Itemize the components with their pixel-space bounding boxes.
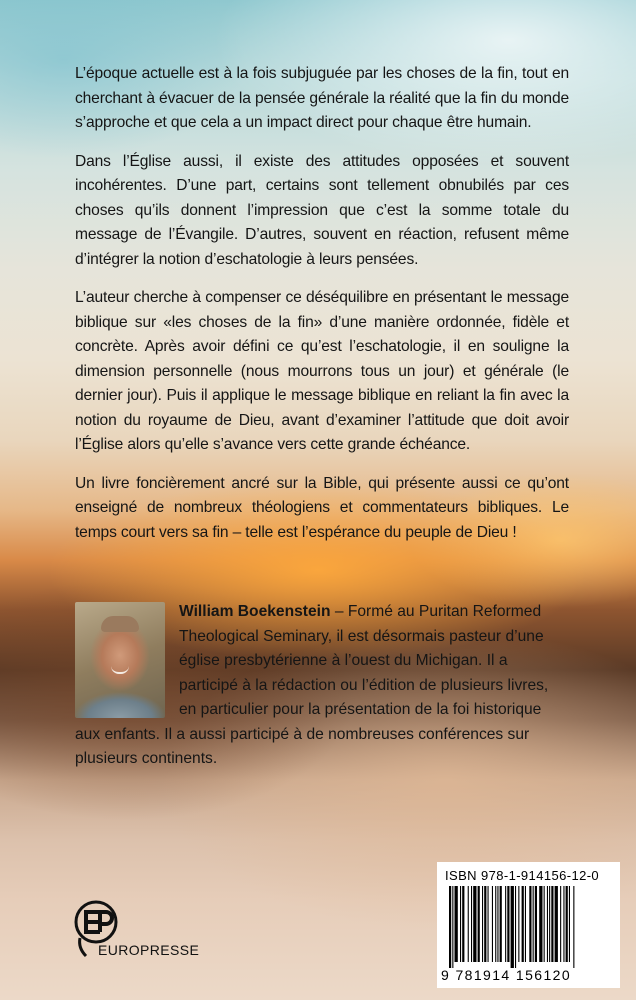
publisher-logo xyxy=(72,900,212,970)
barcode-bar xyxy=(573,886,574,968)
barcode-bar xyxy=(529,886,531,962)
barcode-bar xyxy=(505,886,506,962)
barcode-bar xyxy=(497,886,498,962)
barcode-bar xyxy=(468,886,469,962)
barcode-bar xyxy=(533,886,534,962)
barcode-bar xyxy=(511,886,514,968)
barcode-bar xyxy=(566,886,568,962)
barcode-bar xyxy=(551,886,553,962)
barcode-bar xyxy=(569,886,570,962)
barcode-bar xyxy=(492,886,493,962)
barcode-bar xyxy=(449,886,451,968)
barcode-bar xyxy=(495,886,496,962)
isbn-label: ISBN 978-1-914156-12-0 xyxy=(445,868,600,883)
barcode-bar xyxy=(507,886,509,962)
barcode-bar xyxy=(539,886,542,962)
publisher-name: EUROPRESSE xyxy=(98,942,200,958)
author-name: William Boekenstein xyxy=(179,603,331,620)
blurb-paragraph-4: Un livre foncièrement ancré sur la Bible, qui présente aussi ce qu’ont enseigné de nombreux théologiens et commentateurs bibliques. Le temps court vers sa fin – telle est l’espérance du peuple de Dieu ! xyxy=(75,474,569,541)
barcode-bar xyxy=(484,886,486,962)
barcode-bar xyxy=(488,886,489,962)
barcode-bar xyxy=(460,886,461,962)
author-separator: – xyxy=(330,603,348,620)
barcode-bar xyxy=(482,886,483,962)
barcode-digits: 9 781914 156120 xyxy=(441,967,571,983)
barcode-bar xyxy=(547,886,548,962)
blurb-paragraph-2: Dans l’Église aussi, il existe des attitudes opposées et souvent incohérentes. D’une part, certains sont tellement obnubilés par ces choses qu’ils donnent l’impression que c’est la somme totale du message de l’Évangile. D’autres, souvent en réaction, refusent même d’intégrer la notion d’eschatologie à leurs pensées. xyxy=(75,152,569,268)
barcode-bar xyxy=(535,886,537,962)
barcode-icon xyxy=(445,886,612,968)
barcode-bar xyxy=(462,886,464,962)
barcode-bar xyxy=(549,886,550,962)
barcode-bar xyxy=(544,886,545,962)
author-bio: Formé au Puritan Reformed Theological Seminary, il est désormais pasteur d’une église presbytérienne à l’ouest du Michigan. Il a participé à la rédaction ou l’édition de plusieurs livres, en particulier pour la présentation de la foi historique aux enfants. Il a aussi participé à de nombreuses conférences sur plusieurs continents. xyxy=(75,603,549,767)
barcode-bar xyxy=(560,886,561,962)
blurb-text xyxy=(75,62,569,559)
barcode-bar xyxy=(563,886,564,962)
author-photo xyxy=(75,602,165,718)
blurb-paragraph-3: L’auteur cherche à compenser ce déséquilibre en présentant le message biblique sur «les choses de la fin» d’une manière ordonnée, fidèle et concrète. Après avoir défini ce qu’est l’eschatologie, il en souligne la dimension personnelle (nous mourrons tous un jour) et générale (le dernier jour). Puis il applique le message biblique en reliant la fin avec la notion du royaume de Dieu, avant d’examiner l’attitude que doit avoir l’Église alors qu’elle s’avance vers cette grande échéance. xyxy=(75,289,569,453)
barcode-bar xyxy=(525,886,526,962)
barcode-bar xyxy=(452,886,453,968)
author-photo-smile xyxy=(111,666,129,674)
barcode-bar xyxy=(522,886,524,962)
barcode-bar xyxy=(515,886,516,968)
barcode-bar xyxy=(500,886,502,962)
isbn-barcode-panel xyxy=(437,862,620,988)
barcode-bar xyxy=(478,886,480,962)
barcode-bar xyxy=(473,886,476,962)
blurb-paragraph-1: L’époque actuelle est à la fois subjuguée par les choses de la fin, tout en cherchant à évacuer de la pensée générale la réalité que la fin du monde s’approche et que cela a un impact direct pour chaque être humain. xyxy=(75,65,569,131)
barcode-bar xyxy=(471,886,472,962)
author-section xyxy=(75,600,569,772)
barcode-bar xyxy=(518,886,519,962)
barcode-bar xyxy=(555,886,558,962)
author-photo-hair xyxy=(101,616,139,632)
barcode-bar xyxy=(455,886,458,962)
